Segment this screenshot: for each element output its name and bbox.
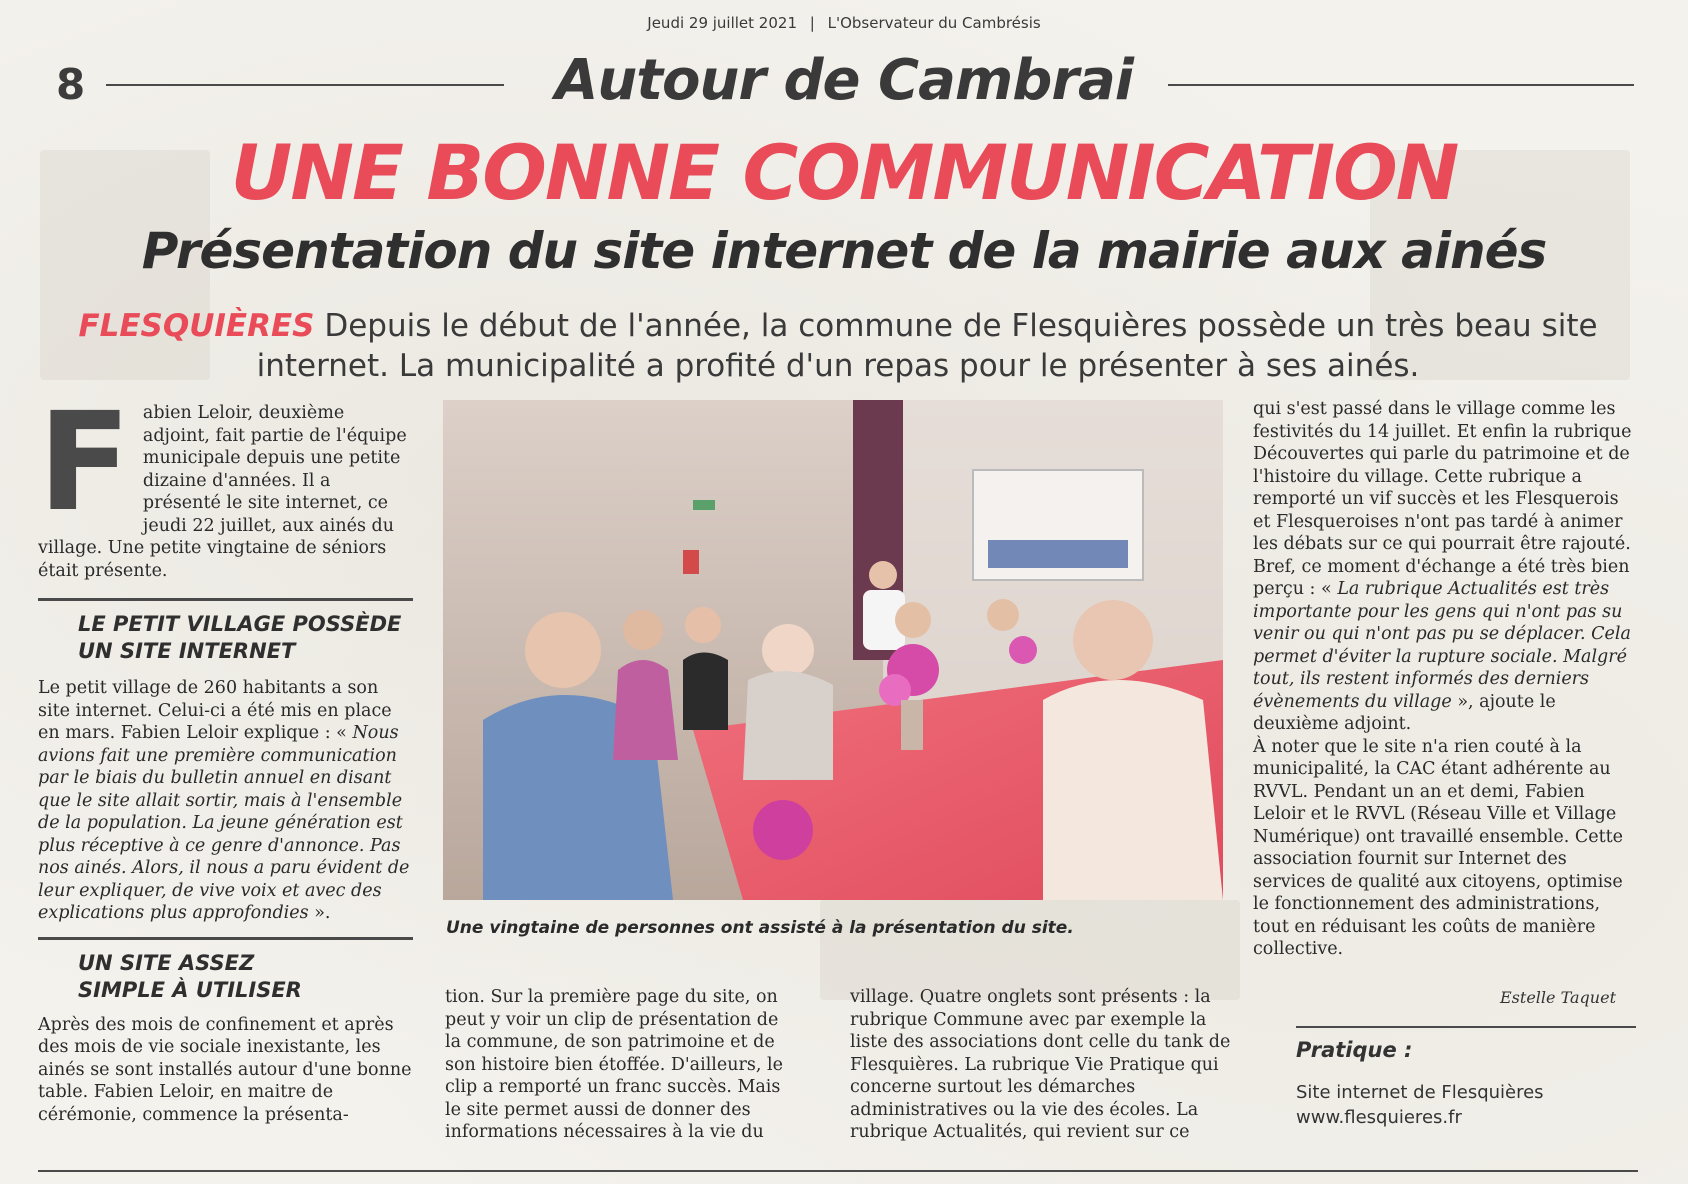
publication-name: L'Observateur du Cambrésis <box>827 14 1041 32</box>
bottom-rule <box>38 1170 1638 1172</box>
subhead-site-simple: UN SITE ASSEZ SIMPLE À UTILISER <box>78 950 302 1002</box>
header-separator: | <box>809 14 815 32</box>
bleed-through-middle <box>820 900 1240 1000</box>
issue-date: Jeudi 29 juillet 2021 <box>647 14 797 32</box>
lead-kicker: FLESQUIÈRES <box>78 308 315 344</box>
column-2: tion. Sur la première page du site, on peut y voir un clip de présentation de la commune, de son patrimoine et de son histoire bien étoffée. D'ailleurs, le clip a remporté un franc succès. Mais le site permet aussi de donner des informations nécessaires à la vie du <box>445 987 783 1142</box>
paragraph-bien-percu <box>1253 556 1638 736</box>
pratique-url: www.flesquieres.fr <box>1296 1107 1462 1128</box>
column-1 <box>38 402 413 1126</box>
author-signature: Estelle Taquet <box>1500 988 1616 1007</box>
paragraph-rubriques: qui s'est passé dans le village comme les festivités du 14 juillet. Et enfin la rubrique Découvertes qui parle du patrimoine et de l'histoire du village. Cette rubrique a remporté un vif succès et les Flesquerois et Flesqueroises n'ont pas tardé à animer les débats sur ce qui pourrait être rajouté. <box>1253 399 1632 554</box>
subhead-rule-1 <box>38 598 413 601</box>
drop-cap: F <box>38 402 131 542</box>
pratique-site-label: Site internet de Flesquières <box>1296 1082 1544 1103</box>
quote-leloir: Nous avions fait une première communication par le biais du bulletin annuel en disant que le site allait sortir, mais à l'ensemble de la population. La jeune génération est plus réceptive à ce genre d'annonce. Pas nos ainés. Alors, il nous a paru évident de leur expliquer, de vive voix et avec des explications plus approfondies <box>38 723 410 923</box>
paragraph-bien-percu-start: Bref, ce moment d'échange a été très bien perçu : « <box>1253 556 1630 599</box>
paragraph-confinement: Après des mois de confinement et après des mois de vie sociale inexistante, les ainés se sont installés autour d'une bonne table. Fabien Leloir, en maitre de cérémonie, commence la présenta- <box>38 1014 412 1125</box>
pratique-title: Pratique : <box>1296 1038 1413 1062</box>
photo-illustration <box>443 400 1223 900</box>
paragraph-bien-percu-end: », ajoute le deuxième adjoint. <box>1253 691 1556 734</box>
section-title: Autour de Cambrai <box>555 48 1133 113</box>
subhead-petit-village: LE PETIT VILLAGE POSSÈDE UN SITE INTERNET <box>78 612 402 663</box>
article-lead <box>78 306 1598 386</box>
paragraph-petit-village-end: ». <box>314 903 331 923</box>
pratique-box <box>1290 1030 1590 1155</box>
quote-adjoint: La rubrique Actualités est très importante pour les gens qui n'ont pas su venir ou qui n'ont pas pu se déplacer. Cela permet d'éviter la rupture sociale. Malgré tout, ils restent informés des derniers évènements du village <box>1253 579 1631 712</box>
paragraph-rvvl: À noter que le site n'a rien couté à la municipalité, la CAC étant adhérente au RVVL. Pendant un an et demi, Fabien Leloir et le RVVL (Réseau Ville et Village Numérique) ont travaillé ensemble. Cette association fournit sur Internet des services de qualité aux citoyens, optimise le fonctionnement des administrations, tout en réduisant les coûts de manière collective. <box>1253 736 1623 959</box>
page-header-line <box>0 14 1688 32</box>
paragraph-petit-village <box>38 677 413 925</box>
column-3: village. Quatre onglets sont présents : la rubrique Commune avec par exemple la liste des associations dont celle du tank de Flesquières. La rubrique Vie Pratique qui concerne surtout les démarches administratives ou la vie des écoles. La rubrique Actualités, qui revient sur ce <box>850 987 1231 1142</box>
paragraph-petit-village-start: Le petit village de 260 habitants a son site internet. Celui-ci a été mis en place en mars. Fabien Leloir explique : « <box>38 678 392 743</box>
intro-paragraph: abien Leloir, deuxième adjoint, fait partie de l'équipe municipale depuis une petite dizaine d'années. Il a présenté le site internet, ce jeudi 22 juillet, aux ainés du village. Une petite vingtaine de séniors était présente. <box>38 403 407 581</box>
article-subheadline: Présentation du site internet de la mairie aux ainés <box>141 222 1547 280</box>
article-headline: UNE BONNE COMMUNICATION <box>230 128 1458 217</box>
lead-text: Depuis le début de l'année, la commune de Flesquières possède un très beau site internet. La municipalité a profité d'un repas pour le présenter à ses ainés. <box>256 308 1598 384</box>
subhead-rule-2 <box>38 937 413 940</box>
pratique-rule <box>1296 1026 1636 1028</box>
page-number: 8 <box>56 60 86 109</box>
column-4 <box>1253 398 1638 961</box>
photo-caption: Une vingtaine de personnes ont assisté à la présentation du site. <box>446 918 1074 938</box>
article-photo <box>443 400 1223 900</box>
